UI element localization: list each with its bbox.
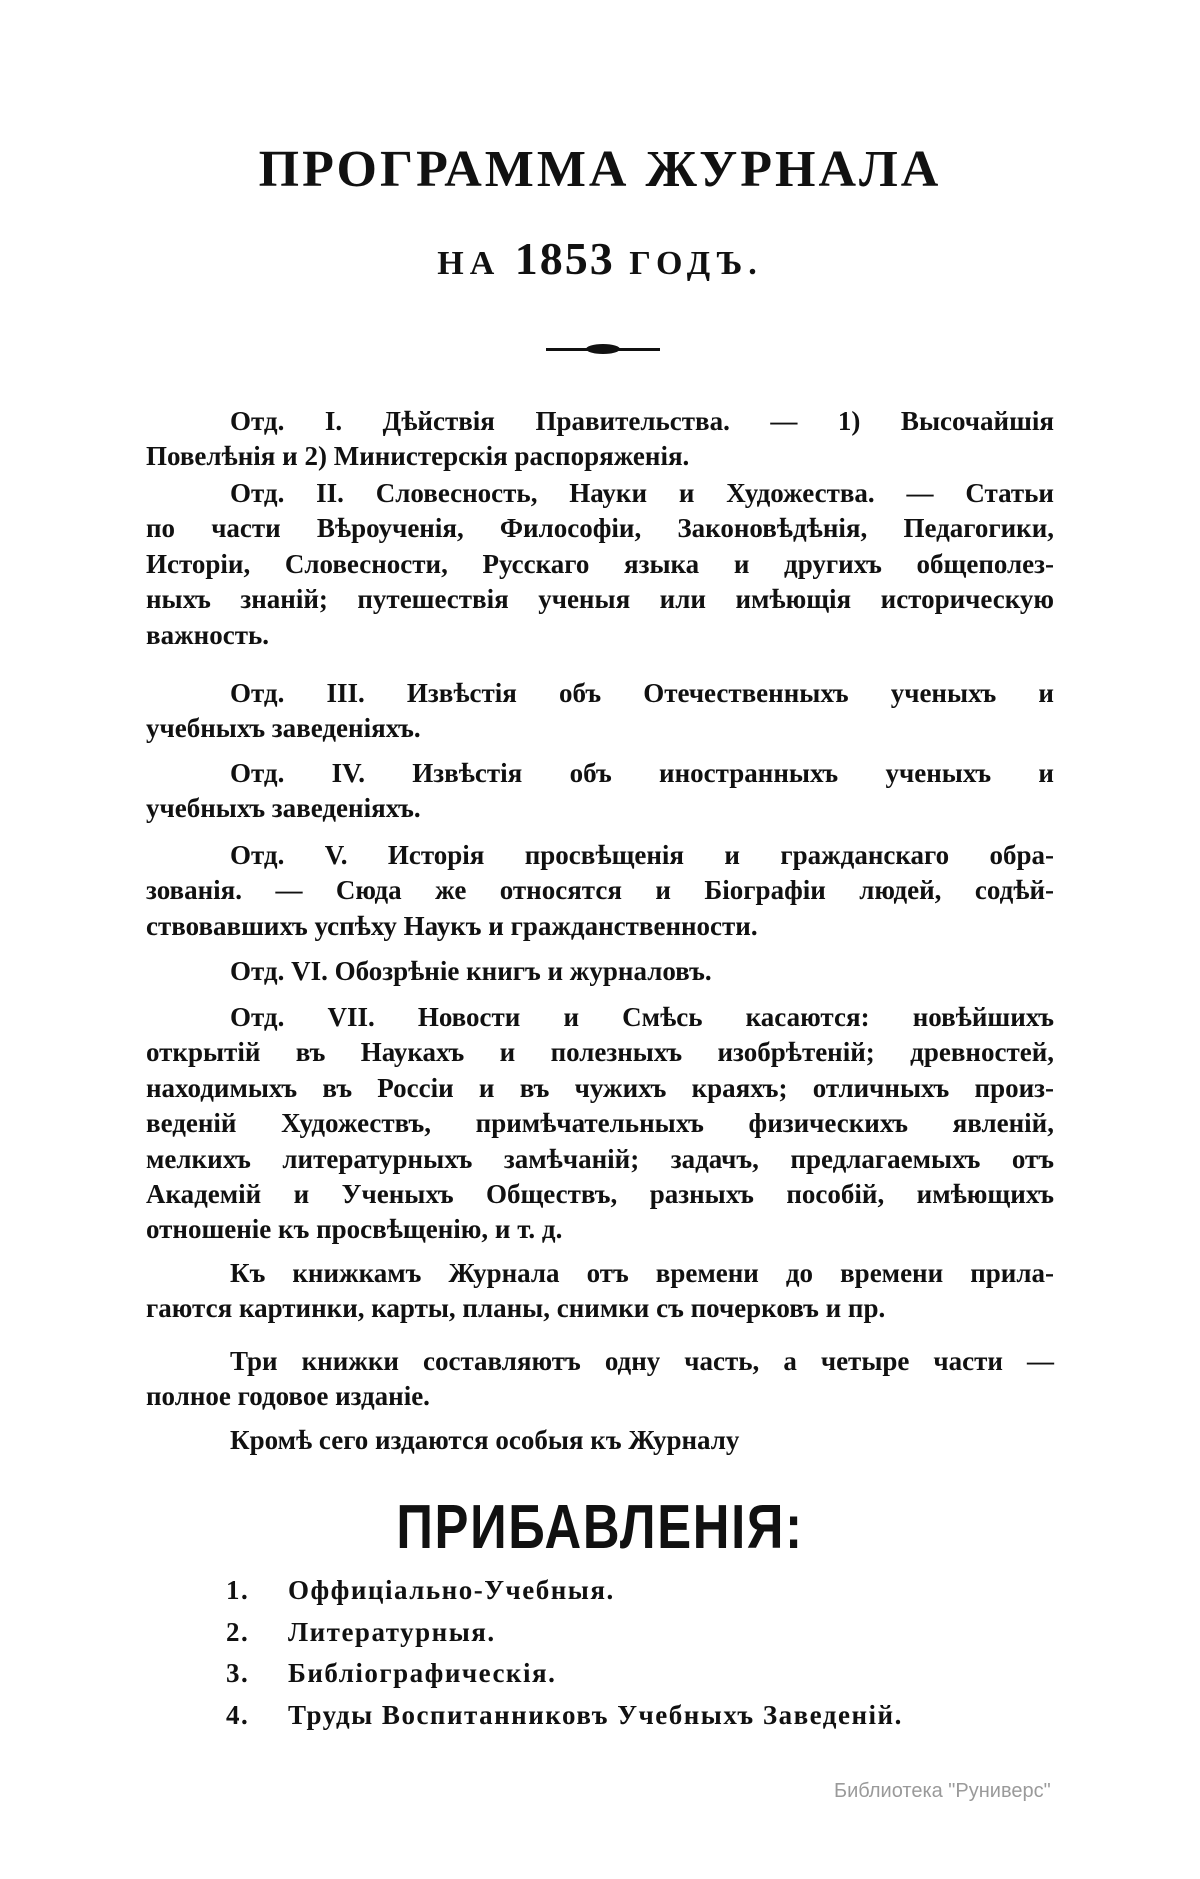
- text-line: Отд. VII. Новости и Смѣсь касаются: новѣйшихъ: [230, 1002, 1054, 1032]
- subtitle-year: 1853: [514, 233, 615, 284]
- text-line: Отд. III. Извѣстія объ Отечественныхъ ученыхъ и: [230, 678, 1054, 708]
- paragraph-supplements-pictures: [146, 1256, 1054, 1327]
- text-line: мелкихъ литературныхъ замѣчаній; задачъ, предлагаемыхъ отъ: [146, 1143, 1054, 1174]
- paragraph-additionally: [146, 1423, 1054, 1458]
- item-label: Литературныя.: [288, 1616, 496, 1647]
- supplement-item: [226, 1572, 903, 1614]
- text-line: Отд. VI. Обозрѣніе книгъ и журналовъ.: [230, 956, 712, 986]
- paragraph-otd-1: [146, 404, 1054, 475]
- text-line: зованія. — Сюда же относятся и Біографіи людей, содѣй-: [146, 875, 1054, 906]
- text-line: полное годовое изданіе.: [146, 1381, 430, 1412]
- supplements-list: [226, 1572, 903, 1738]
- subtitle-prefix: НА: [437, 245, 501, 282]
- paragraph-volumes: [146, 1344, 1054, 1415]
- ornament-divider-icon: [546, 348, 660, 351]
- text-line: Къ книжкамъ Журнала отъ времени до времени прила-: [230, 1258, 1054, 1288]
- text-line: учебныхъ заведеніяхъ.: [146, 793, 421, 824]
- item-number: 4.: [226, 1699, 250, 1730]
- text-line: открытій въ Наукахъ и полезныхъ изобрѣтеній; древностей,: [146, 1037, 1054, 1068]
- text-line: Отд. V. Исторія просвѣщенія и гражданскаго обра-: [230, 840, 1054, 870]
- item-label: Библіографическія.: [288, 1658, 557, 1688]
- paragraph-otd-2: [146, 476, 1054, 653]
- text-line: отношеніе къ просвѣщенію, и т. д.: [146, 1214, 563, 1245]
- item-number: 2.: [226, 1616, 250, 1647]
- text-line: Отд. II. Словесность, Науки и Художества. — Статьи: [230, 478, 1054, 508]
- text-line: гаются картинки, карты, планы, снимки съ почерковъ и пр.: [146, 1293, 886, 1324]
- page-title: ПРОГРАММА ЖУРНАЛА: [258, 141, 942, 198]
- subtitle-suffix: ГОДЪ.: [629, 245, 763, 282]
- item-label: Труды Воспитанниковъ Учебныхъ Заведеній.: [288, 1699, 903, 1730]
- text-line: по части Вѣроученія, Философіи, Законовѣдѣнія, Педагогики,: [146, 513, 1054, 544]
- paragraph-otd-6: [146, 954, 1054, 989]
- supplement-item: [226, 1655, 903, 1697]
- text-line: Отд. IV. Извѣстія объ иностранныхъ ученыхъ и: [230, 758, 1054, 788]
- item-number: 1.: [226, 1575, 250, 1605]
- text-line: Кромѣ сего издаются особыя къ Журналу: [230, 1425, 740, 1455]
- text-line: учебныхъ заведеніяхъ.: [146, 713, 421, 744]
- page-subtitle: [0, 232, 1200, 285]
- paragraph-otd-3: [146, 676, 1054, 747]
- text-line: Три книжки составляютъ одну часть, а четыре части —: [230, 1346, 1054, 1376]
- paragraph-otd-5: [146, 838, 1054, 944]
- text-line: находимыхъ въ Россіи и въ чужихъ краяхъ; отличныхъ произ-: [146, 1072, 1054, 1103]
- supplement-item: [226, 1697, 903, 1739]
- text-line: веденій Художествъ, примѣчательныхъ физическихъ явленій,: [146, 1108, 1054, 1139]
- text-line: важность.: [146, 619, 269, 650]
- supplements-heading: ПРИБАВЛЕНІЯ:: [396, 1493, 804, 1562]
- supplement-item: [226, 1614, 903, 1656]
- item-number: 3.: [226, 1658, 250, 1688]
- paragraph-otd-4: [146, 756, 1054, 827]
- text-line: ныхъ знаній; путешествія ученыя или имѣющія историческую: [146, 584, 1054, 615]
- text-line: Исторіи, Словесности, Русскаго языка и другихъ общеполез-: [146, 548, 1054, 579]
- text-line: Повелѣнія и 2) Министерскія распоряженія.: [146, 441, 690, 472]
- library-watermark: Библиотека "Руниверс": [834, 1780, 1051, 1802]
- text-line: ствовавшихъ успѣху Наукъ и гражданственности.: [146, 910, 758, 941]
- item-label: Оффиціально-Учебныя.: [288, 1575, 615, 1605]
- paragraph-otd-7: [146, 1000, 1054, 1248]
- text-line: Академій и Ученыхъ Обществъ, разныхъ пособій, имѣющихъ: [146, 1178, 1054, 1209]
- text-line: Отд. I. Дѣйствія Правительства. — 1) Высочайшія: [230, 406, 1054, 436]
